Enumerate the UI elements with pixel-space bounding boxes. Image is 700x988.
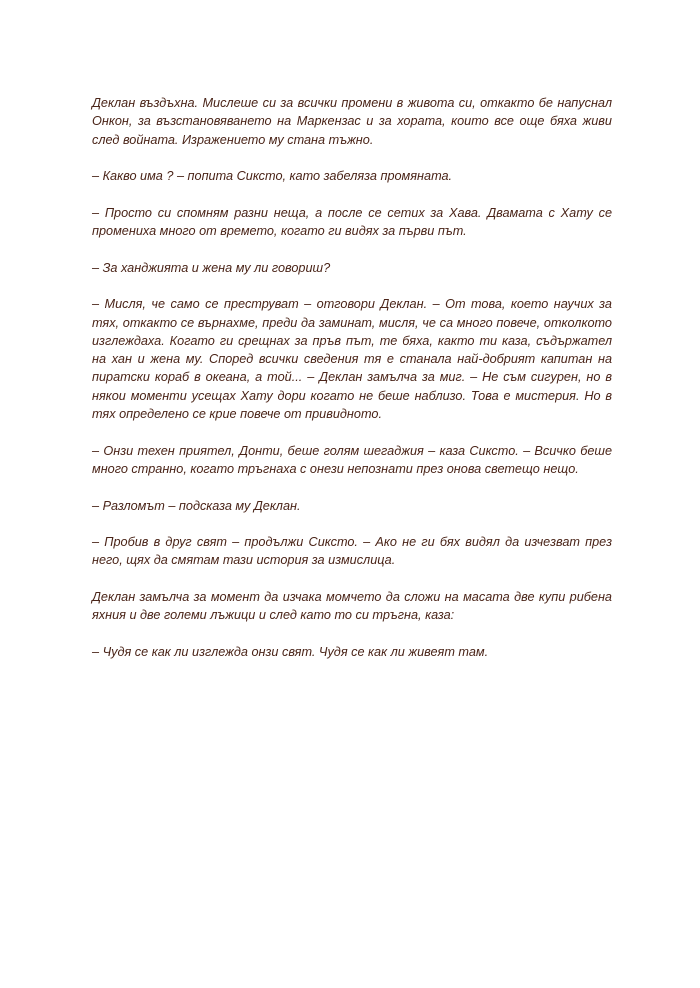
paragraph: – Какво има ? – попита Сиксто, като забеляза промяната. bbox=[92, 169, 453, 184]
paragraph: – Мисля, че само се преструват – отговори Деклан. – От това, което научих за тях, откакто се върнахме, преди да заминат, мисля, че са много повече, отколкото изглеждаха. Когато ги срещнах за пръв път, те бяха, както ти каза, съдържател на хан и жена му. Според всички сведения тя е станала най-добрият капитан на пиратски кораб в океана, а той... – Деклан замълча за миг. – Не съм сигурен, но в някои моменти усещах Хату дори когато не беше наблизо. Това е мистерия. Но в тях определено се крие повече от привидното. bbox=[92, 297, 612, 422]
paragraph: Деклан замълча за момент да изчака момчето да сложи на масата две купи рибена яхния и две големи лъжици и след като то си тръгна, каза: bbox=[92, 590, 612, 623]
paragraph: – Разломът – подсказа му Деклан. bbox=[92, 498, 301, 513]
paragraph: – Просто си спомням разни неща, а после се сетих за Хава. Двамата с Хату се промениха много от времето, когато ги видях за първи път. bbox=[92, 205, 612, 239]
paragraph: – Пробив в друг свят – продължи Сиксто. – Ако не ги бях видял да изчезват през него, щях да смятам тази история за измислица. bbox=[92, 535, 612, 568]
paragraph: – За ханджията и жена му ли говориш? bbox=[92, 260, 331, 275]
paragraph: Деклан въздъхна. Мислеше си за всички промени в живота си, откакто бе напуснал Онкон, за възстановяването на Маркензас и за хората, които все още бяха живи след войната. Изражението му стана тъжно. bbox=[92, 96, 612, 147]
paragraph: – Онзи техен приятел, Донти, беше голям шегаджия – каза Сиксто. – Всичко беше много странно, когато тръгнаха с онези непознати през онова светещо нещо. bbox=[92, 443, 612, 476]
paragraph: – Чудя се как ли изглежда онзи свят. Чудя се как ли живеят там. bbox=[92, 644, 489, 659]
text-body bbox=[92, 94, 612, 680]
